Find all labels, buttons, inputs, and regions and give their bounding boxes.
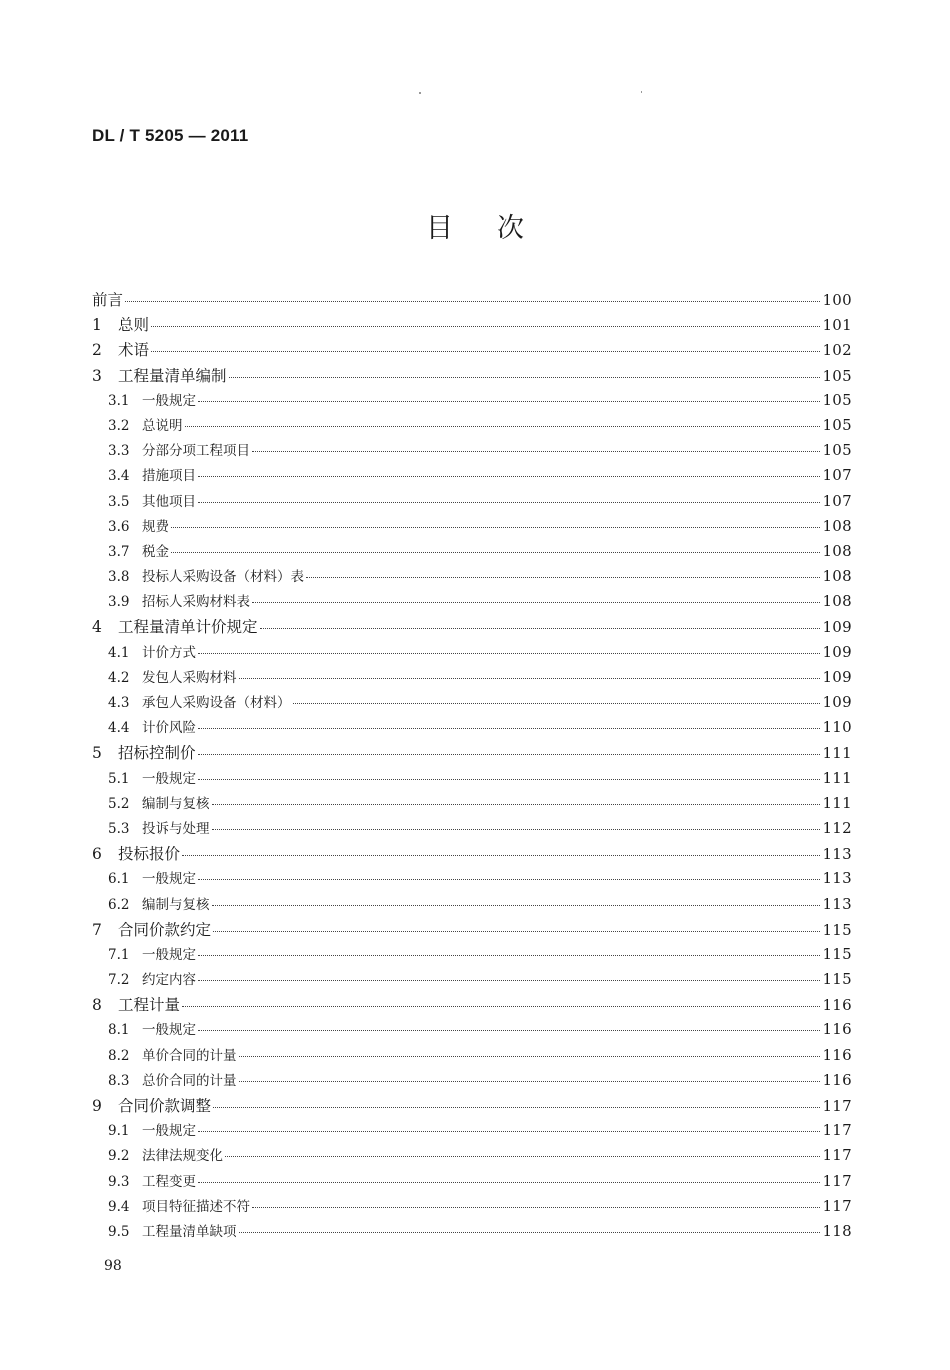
dot-leader bbox=[198, 728, 820, 729]
toc-entry[interactable] bbox=[92, 1119, 852, 1144]
dot-leader bbox=[198, 955, 820, 956]
scan-speck bbox=[419, 92, 421, 94]
toc-entry-label: 税金 bbox=[142, 543, 169, 560]
toc-entry-label: 前言 bbox=[92, 291, 124, 309]
toc-entry-page: 101 bbox=[822, 316, 852, 335]
page-number: 98 bbox=[104, 1258, 122, 1274]
toc-entry-page: 111 bbox=[822, 768, 852, 787]
toc-entry-number: 9.2 bbox=[108, 1148, 130, 1165]
dot-leader bbox=[213, 1107, 820, 1108]
toc-entry[interactable] bbox=[92, 490, 852, 515]
dot-leader bbox=[171, 527, 820, 528]
dot-leader bbox=[239, 1232, 821, 1233]
toc-entry-label: 单价合同的计量 bbox=[142, 1047, 237, 1064]
toc-entry-page: 108 bbox=[822, 592, 852, 611]
dot-leader bbox=[182, 855, 820, 856]
toc-entry-number: 7.1 bbox=[108, 946, 130, 963]
toc-entry[interactable] bbox=[92, 867, 852, 892]
toc-entry-number: 4.4 bbox=[108, 720, 130, 737]
dot-leader bbox=[198, 980, 820, 981]
toc-entry-label: 投标报价 bbox=[118, 845, 181, 864]
toc-entry-label: 总则 bbox=[118, 316, 150, 335]
dot-leader bbox=[198, 754, 821, 755]
toc-entry-number: 9.1 bbox=[108, 1123, 130, 1140]
toc-entry-number: 7 bbox=[92, 920, 102, 939]
toc-entry-number: 3.1 bbox=[108, 392, 130, 409]
toc-entry-page: 115 bbox=[822, 970, 852, 989]
document-code: DL / T 5205 — 2011 bbox=[92, 126, 249, 145]
toc-entry-number: 8.3 bbox=[108, 1072, 130, 1089]
toc-entry-page: 108 bbox=[822, 516, 852, 535]
toc-entry-label: 合同价款调整 bbox=[118, 1097, 212, 1115]
dot-leader bbox=[306, 577, 820, 578]
toc-entry-page: 116 bbox=[822, 1045, 852, 1064]
toc-entry-page: 117 bbox=[822, 1146, 852, 1165]
dot-leader bbox=[182, 1006, 820, 1007]
toc-entry-page: 118 bbox=[822, 1221, 852, 1240]
toc-entry[interactable] bbox=[92, 288, 852, 313]
toc-entry-number: 5.1 bbox=[108, 770, 130, 787]
toc-entry-label: 招标人采购材料表 bbox=[142, 594, 250, 611]
toc-entry-page: 110 bbox=[822, 718, 852, 737]
dot-leader bbox=[260, 628, 821, 629]
dot-leader bbox=[151, 326, 820, 327]
toc-entry[interactable] bbox=[92, 792, 852, 817]
toc-entry-label: 其他项目 bbox=[142, 493, 196, 510]
toc-entry-page: 105 bbox=[822, 441, 852, 460]
toc-entry-label: 投标人采购设备（材料）表 bbox=[142, 569, 304, 586]
toc-entry[interactable] bbox=[92, 716, 852, 741]
toc-entry-label: 一般规定 bbox=[142, 871, 196, 888]
toc-entry-label: 分部分项工程项目 bbox=[142, 443, 250, 460]
toc-entry-number: 9.4 bbox=[108, 1198, 130, 1215]
toc-entry-page: 105 bbox=[822, 390, 852, 409]
toc-entry-page: 102 bbox=[822, 341, 852, 360]
dot-leader bbox=[225, 1156, 820, 1157]
toc-entry-number: 6.2 bbox=[108, 896, 130, 913]
toc-entry-label: 规费 bbox=[142, 518, 169, 535]
dot-leader bbox=[125, 301, 820, 302]
toc-entry-label: 一般规定 bbox=[142, 1123, 196, 1140]
toc-entry-number: 3.8 bbox=[108, 569, 130, 586]
toc-entry-label: 承包人采购设备（材料） bbox=[142, 695, 291, 711]
toc-entry-number: 6 bbox=[92, 845, 102, 864]
toc-entry-number: 4.2 bbox=[108, 669, 130, 686]
toc-entry-number: 8 bbox=[92, 996, 102, 1015]
toc-entry[interactable] bbox=[92, 691, 852, 716]
toc-entry-number: 3.6 bbox=[108, 518, 130, 535]
toc-entry-label: 一般规定 bbox=[142, 392, 196, 409]
toc-entry-page: 117 bbox=[822, 1121, 852, 1140]
toc-entry-page: 107 bbox=[822, 491, 852, 510]
toc-entry-label: 项目特征描述不符 bbox=[142, 1198, 250, 1215]
toc-entry-label: 计价风险 bbox=[142, 720, 196, 737]
dot-leader bbox=[213, 931, 820, 932]
toc-entry-number: 8.2 bbox=[108, 1047, 130, 1064]
page-title: 目次 bbox=[426, 213, 568, 244]
toc-entry-number: 4.1 bbox=[108, 644, 130, 661]
toc-entry-number: 5.2 bbox=[108, 795, 130, 812]
toc-entry[interactable] bbox=[92, 741, 852, 766]
toc-entry-label: 约定内容 bbox=[142, 972, 196, 989]
toc-entry-label: 招标控制价 bbox=[118, 744, 196, 763]
dot-leader bbox=[293, 703, 821, 704]
toc-entry-page: 112 bbox=[822, 818, 852, 837]
toc-entry[interactable] bbox=[92, 842, 852, 867]
toc-entry-page: 116 bbox=[822, 996, 852, 1015]
toc-entry[interactable] bbox=[92, 1144, 852, 1169]
dot-leader bbox=[212, 804, 821, 805]
toc-entry-number: 5 bbox=[92, 744, 102, 763]
dot-leader bbox=[171, 552, 820, 553]
dot-leader bbox=[229, 377, 821, 378]
toc-entry-page: 100 bbox=[822, 291, 852, 309]
toc-entry-number: 3.5 bbox=[108, 493, 130, 510]
toc-entry[interactable] bbox=[92, 414, 852, 439]
toc-entry-number: 3.7 bbox=[108, 543, 130, 560]
toc-entry[interactable] bbox=[92, 1170, 852, 1195]
toc-entry-page: 109 bbox=[822, 667, 852, 686]
toc-entry-page: 117 bbox=[822, 1171, 852, 1190]
toc-entry-page: 117 bbox=[822, 1196, 852, 1215]
dot-leader bbox=[239, 678, 821, 679]
toc-entry[interactable] bbox=[92, 389, 852, 414]
toc-entry-page: 113 bbox=[822, 894, 852, 913]
toc-entry-page: 111 bbox=[822, 744, 852, 763]
toc-entry-number: 4 bbox=[92, 618, 102, 637]
dot-leader bbox=[198, 502, 820, 503]
toc-entry[interactable] bbox=[92, 1018, 852, 1043]
toc-entry-label: 工程计量 bbox=[118, 996, 181, 1015]
toc-entry-number: 6.1 bbox=[108, 871, 130, 888]
dot-leader bbox=[198, 1182, 820, 1183]
toc-entry-page: 116 bbox=[822, 1020, 852, 1039]
toc-entry[interactable] bbox=[92, 1220, 852, 1245]
toc-entry-number: 2 bbox=[92, 341, 102, 360]
dot-leader bbox=[185, 426, 821, 427]
toc-entry-number: 1 bbox=[92, 316, 102, 335]
toc-entry-number: 4.3 bbox=[108, 695, 130, 711]
toc-entry-label: 投诉与处理 bbox=[142, 820, 210, 837]
toc-entry[interactable] bbox=[92, 1094, 852, 1119]
toc-entry-page: 107 bbox=[822, 466, 852, 485]
toc-entry-number: 5.3 bbox=[108, 820, 130, 837]
toc-entry[interactable] bbox=[92, 1069, 852, 1094]
toc-entry-page: 116 bbox=[822, 1070, 852, 1089]
toc-entry-page: 113 bbox=[822, 845, 852, 864]
toc-entry-number: 8.1 bbox=[108, 1022, 130, 1039]
toc-entry[interactable] bbox=[92, 893, 852, 918]
toc-entry-label: 一般规定 bbox=[142, 946, 196, 963]
dot-leader bbox=[198, 401, 820, 402]
toc-entry-page: 115 bbox=[822, 920, 852, 939]
dot-leader bbox=[239, 1056, 821, 1057]
dot-leader bbox=[198, 1030, 820, 1031]
dot-leader bbox=[239, 1081, 821, 1082]
toc-entry[interactable] bbox=[92, 817, 852, 842]
toc-entry[interactable] bbox=[92, 918, 852, 943]
toc-entry-number: 9 bbox=[92, 1097, 102, 1115]
dot-leader bbox=[252, 602, 820, 603]
toc-entry[interactable] bbox=[92, 464, 852, 489]
toc-entry-number: 3.4 bbox=[108, 468, 130, 485]
dot-leader bbox=[212, 905, 821, 906]
toc-entry-label: 工程量清单编制 bbox=[118, 366, 227, 385]
toc-entry[interactable] bbox=[92, 1044, 852, 1069]
toc-entry[interactable] bbox=[92, 590, 852, 615]
toc-entry-label: 一般规定 bbox=[142, 1022, 196, 1039]
toc-entry-label: 工程量清单缺项 bbox=[142, 1223, 237, 1240]
toc-entry-page: 105 bbox=[822, 415, 852, 434]
dot-leader bbox=[198, 879, 820, 880]
toc-entry-label: 工程变更 bbox=[142, 1173, 196, 1190]
toc-entry[interactable] bbox=[92, 1195, 852, 1220]
scan-speck bbox=[641, 91, 642, 93]
toc-entry-number: 9.3 bbox=[108, 1173, 130, 1190]
toc-entry-label: 编制与复核 bbox=[142, 896, 210, 913]
toc-entry-label: 总价合同的计量 bbox=[142, 1072, 237, 1089]
toc-entry[interactable] bbox=[92, 515, 852, 540]
toc-entry[interactable] bbox=[92, 565, 852, 590]
toc-entry[interactable] bbox=[92, 767, 852, 792]
toc-entry-number: 7.2 bbox=[108, 972, 130, 989]
toc-entry[interactable] bbox=[92, 615, 852, 640]
toc-entry-label: 合同价款约定 bbox=[118, 920, 212, 939]
dot-leader bbox=[212, 829, 821, 830]
toc-entry[interactable] bbox=[92, 968, 852, 993]
toc-entry-label: 发包人采购材料 bbox=[142, 669, 237, 686]
table-of-contents bbox=[92, 288, 852, 1245]
toc-entry[interactable] bbox=[92, 338, 852, 363]
toc-entry-page: 115 bbox=[822, 944, 852, 963]
toc-entry-page: 113 bbox=[822, 869, 852, 888]
toc-entry-label: 法律法规变化 bbox=[142, 1148, 223, 1165]
toc-entry[interactable] bbox=[92, 540, 852, 565]
dot-leader bbox=[198, 1131, 820, 1132]
toc-entry-page: 109 bbox=[822, 618, 852, 637]
toc-entry-label: 计价方式 bbox=[142, 644, 196, 661]
toc-entry-page: 105 bbox=[822, 366, 852, 385]
toc-entry-label: 工程量清单计价规定 bbox=[118, 618, 258, 637]
toc-entry-label: 一般规定 bbox=[142, 770, 196, 787]
toc-entry-page: 117 bbox=[822, 1097, 852, 1115]
dot-leader bbox=[252, 451, 820, 452]
toc-entry[interactable] bbox=[92, 993, 852, 1018]
toc-entry-label: 措施项目 bbox=[142, 468, 196, 485]
toc-entry-page: 108 bbox=[822, 541, 852, 560]
toc-entry-number: 3.3 bbox=[108, 443, 130, 460]
toc-entry-page: 109 bbox=[822, 693, 852, 711]
dot-leader bbox=[198, 476, 820, 477]
toc-entry[interactable] bbox=[92, 641, 852, 666]
dot-leader bbox=[252, 1207, 820, 1208]
dot-leader bbox=[198, 779, 820, 780]
toc-entry-number: 9.5 bbox=[108, 1223, 130, 1240]
toc-entry-label: 编制与复核 bbox=[142, 795, 210, 812]
toc-entry[interactable] bbox=[92, 943, 852, 968]
dot-leader bbox=[151, 351, 820, 352]
toc-entry[interactable] bbox=[92, 439, 852, 464]
toc-entry[interactable] bbox=[92, 313, 852, 338]
toc-entry[interactable] bbox=[92, 364, 852, 389]
toc-entry[interactable] bbox=[92, 666, 852, 691]
toc-entry-number: 3.2 bbox=[108, 417, 130, 434]
toc-entry-page: 109 bbox=[822, 642, 852, 661]
toc-entry-label: 总说明 bbox=[142, 417, 183, 434]
toc-entry-number: 3.9 bbox=[108, 594, 130, 611]
toc-entry-page: 111 bbox=[822, 793, 852, 812]
toc-entry-page: 108 bbox=[822, 567, 852, 586]
toc-entry-label: 术语 bbox=[118, 341, 150, 360]
dot-leader bbox=[198, 653, 820, 654]
toc-entry-number: 3 bbox=[92, 366, 102, 385]
